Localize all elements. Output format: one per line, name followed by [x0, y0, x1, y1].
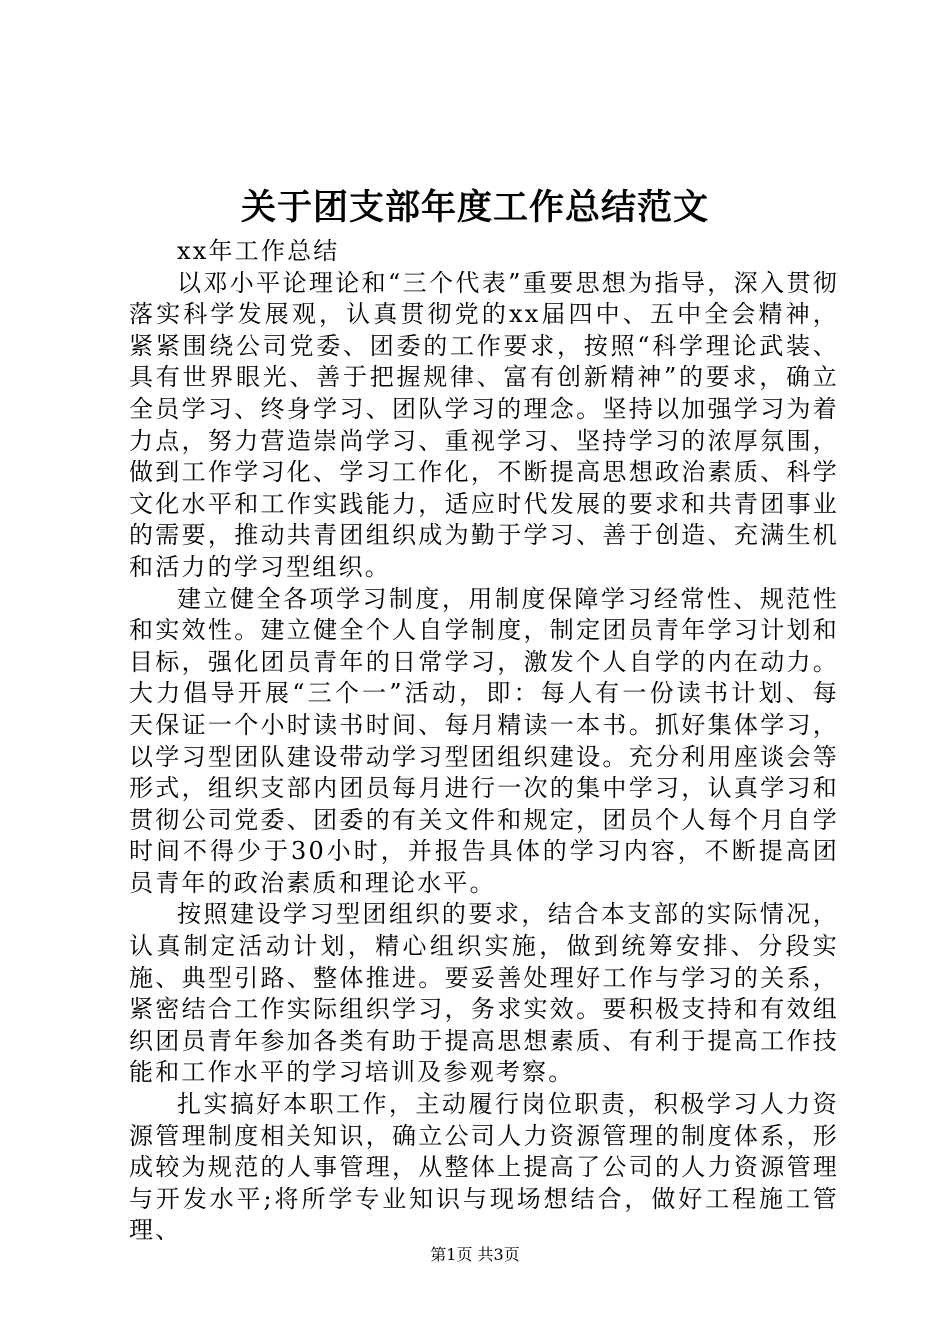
paragraph-2: 建立健全各项学习制度，用制度保障学习经常性、规范性和实效性。建立健全个人自学制度，制定团员青年学习计划和目标，强化团员青年的日常学习，激发个人自学的内在动力。大力倡导开展“三个一”活动，即：每人有一份读书计划、每天保证一个小时读书时间、每月精读一本书。抓好集体学习，以学习型团队建设带动学习型团组织建设。充分利用座谈会等形式，组织支部内团员每月进行一次的集中学习，认真学习和贯彻公司党委、团委的有关文件和规定，团员个人每个月自学时间不得少于30小时，并报告具体的学习内容，不断提高团员青年的政治素质和理论水平。 — [129, 584, 839, 897]
document-subtitle: xx年工作总结 — [177, 237, 340, 265]
page-number-footer: 第1页 共3页 — [430, 1245, 520, 1264]
document-body — [129, 236, 839, 1247]
paragraph-1: 以邓小平论理论和“三个代表”重要思想为指导，深入贯彻落实科学发展观，认真贯彻党的xx届四中、五中全会精神，紧紧围绕公司党委、团委的工作要求，按照“科学理论武装、具有世界眼光、善于把握规律、富有创新精神”的要求，确立全员学习、终身学习、团队学习的理念。坚持以加强学习为着力点，努力营造崇尚学习、重视学习、坚持学习的浓厚氛围，做到工作学习化、学习工作化，不断提高思想政治素质、科学文化水平和工作实践能力，适应时代发展的要求和共青团事业的需要，推动共青团组织成为勤于学习、善于创造、充满生机和活力的学习型组织。 — [129, 268, 839, 581]
document-title: 关于团支部年度工作总结范文 — [240, 187, 709, 228]
paragraph-3: 按照建设学习型团组织的要求，结合本支部的实际情况，认真制定活动计划，精心组织实施，做到统筹安排、分段实施、典型引路、整体推进。要妥善处理好工作与学习的关系，紧密结合工作实际组织学习，务求实效。要积极支持和有效组织团员青年参加各类有助于提高思想素质、有利于提高工作技能和工作水平的学习培训及参观考察。 — [129, 900, 839, 1087]
paragraph-4: 扎实搞好本职工作，主动履行岗位职责，积极学习人力资源管理制度相关知识，确立公司人力资源管理的制度体系，形成较为规范的人事管理，从整体上提高了公司的人力资源管理与开发水平;将所学专业知识与现场想结合，做好工程施工管理、 — [129, 1090, 839, 1245]
